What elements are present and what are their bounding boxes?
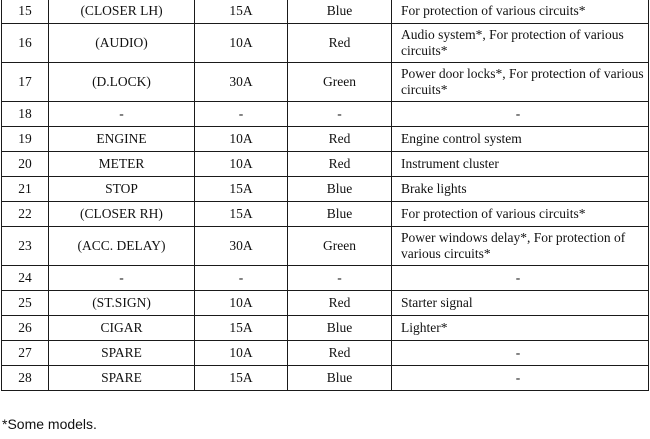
fuse-number-cell: 28 [2,366,49,391]
fuse-name-cell: - [49,102,195,127]
fuse-number-cell: 27 [2,341,49,366]
fuse-number-cell: 23 [2,227,49,266]
table-row [2,127,649,152]
fuse-name-cell: METER [49,152,195,177]
fuse-color-cell: Blue [288,202,392,227]
fuse-color-cell: Red [288,152,392,177]
fuse-number-cell: 16 [2,24,49,63]
fuse-description-cell: - [392,341,649,366]
fuse-description-cell: Starter signal [392,291,649,316]
fuse-color-cell: Red [288,341,392,366]
fuse-name-cell: STOP [49,177,195,202]
fuse-color-cell: Blue [288,177,392,202]
table-row [2,177,649,202]
fuse-amperage-cell: - [195,102,288,127]
fuse-amperage-cell: 15A [195,366,288,391]
fuse-number-cell: 26 [2,316,49,341]
table-row [2,316,649,341]
table-row [2,341,649,366]
fuse-description-cell: Engine control system [392,127,649,152]
fuse-amperage-cell: 30A [195,227,288,266]
fuse-amperage-cell: 10A [195,127,288,152]
fuse-number-cell: 21 [2,177,49,202]
fuse-name-cell: (ST.SIGN) [49,291,195,316]
fuse-number-cell: 18 [2,102,49,127]
fuse-amperage-cell: 15A [195,202,288,227]
fuse-name-cell: - [49,266,195,291]
fuse-color-cell: Red [288,291,392,316]
fuse-amperage-cell: - [195,266,288,291]
fuse-color-cell: Blue [288,0,392,24]
fuse-description-cell: Power door locks*, For protection of various circuits* [392,63,649,102]
fuse-color-cell: - [288,102,392,127]
fuse-amperage-cell: 15A [195,316,288,341]
table-row [2,366,649,391]
fuse-number-cell: 24 [2,266,49,291]
fuse-description-cell: - [392,102,649,127]
fuse-amperage-cell: 15A [195,177,288,202]
fuse-color-cell: Blue [288,366,392,391]
fuse-color-cell: Red [288,24,392,63]
fuse-color-cell: Red [288,127,392,152]
fuse-amperage-cell: 15A [195,0,288,24]
table-row [2,24,649,63]
fuse-name-cell: SPARE [49,341,195,366]
fuse-description-cell: For protection of various circuits* [392,0,649,24]
table-row [2,227,649,266]
fuse-description-cell: Power windows delay*, For protection of various circuits* [392,227,649,266]
fuse-description-cell: - [392,366,649,391]
fuse-number-cell: 15 [2,0,49,24]
fuse-name-cell: CIGAR [49,316,195,341]
fuse-number-cell: 25 [2,291,49,316]
fuse-amperage-cell: 10A [195,24,288,63]
fuse-number-cell: 17 [2,63,49,102]
table-row [2,102,649,127]
table-row [2,152,649,177]
fuse-name-cell: (ACC. DELAY) [49,227,195,266]
fuse-name-cell: (D.LOCK) [49,63,195,102]
fuse-table [1,0,649,391]
table-row [2,291,649,316]
fuse-name-cell: SPARE [49,366,195,391]
fuse-color-cell: - [288,266,392,291]
table-row [2,63,649,102]
fuse-name-cell: ENGINE [49,127,195,152]
fuse-number-cell: 20 [2,152,49,177]
fuse-amperage-cell: 10A [195,291,288,316]
fuse-color-cell: Green [288,63,392,102]
table-row [2,0,649,24]
fuse-name-cell: (CLOSER LH) [49,0,195,24]
fuse-description-cell: Lighter* [392,316,649,341]
fuse-amperage-cell: 30A [195,63,288,102]
table-row [2,266,649,291]
fuse-number-cell: 22 [2,202,49,227]
fuse-color-cell: Green [288,227,392,266]
fuse-name-cell: (CLOSER RH) [49,202,195,227]
fuse-description-cell: Audio system*, For protection of various circuits* [392,24,649,63]
fuse-amperage-cell: 10A [195,152,288,177]
fuse-color-cell: Blue [288,316,392,341]
fuse-description-cell: Instrument cluster [392,152,649,177]
footnote: *Some models. [2,416,97,432]
fuse-description-cell: - [392,266,649,291]
fuse-description-cell: Brake lights [392,177,649,202]
table-row [2,202,649,227]
fuse-description-cell: For protection of various circuits* [392,202,649,227]
fuse-name-cell: (AUDIO) [49,24,195,63]
fuse-number-cell: 19 [2,127,49,152]
fuse-amperage-cell: 10A [195,341,288,366]
